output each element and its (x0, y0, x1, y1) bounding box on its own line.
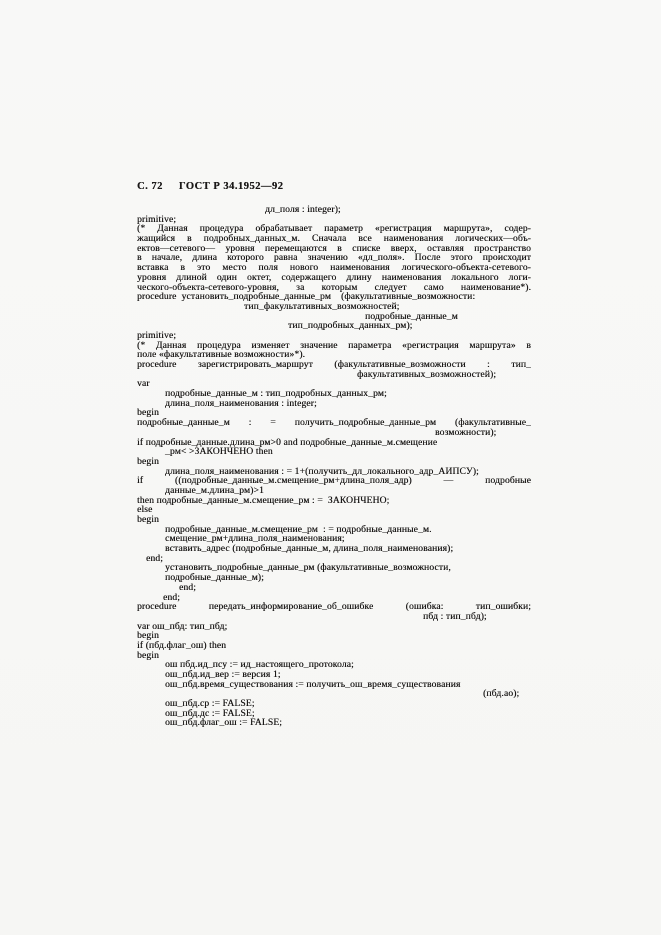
code-line: (* Данная процедура изменяет значение параметра «регистрация маршрута» в (137, 340, 531, 351)
code-line: var ош_пбд: тип_пбд; (137, 620, 228, 632)
code-line: смещение_рм+длина_поля_наименования; (165, 533, 345, 545)
code-line: begin (137, 630, 159, 642)
code-line: ческого-объекта-сетевого-уровня, за которым следует само наименование*). (137, 282, 531, 293)
code-line: поле «факультативные возможности»*). (137, 349, 306, 361)
code-line: ош_пбд.ид_вер := версия 1; (165, 669, 281, 680)
code-line: подробные_данные_м); (165, 572, 264, 584)
code-line: тип_подробных_данных_рм); (288, 320, 413, 332)
code-line: ош_пбд.флаг_ош := FALSE; (165, 717, 283, 729)
code-line: end; (146, 552, 163, 564)
code-line: ош пбд.ид_псу := ид_настоящего_протокола; (165, 659, 354, 671)
code-line: ош_пбд.время_существования := получить_ош_время_существования (165, 678, 461, 690)
code-line: if ((подробные_данные_м.смещение_рм+длина_поля_адр) — подробные (137, 476, 531, 486)
page-header (137, 181, 283, 192)
code-line: procedure установить_подробные_данные_рм (факультативные_возможности: (137, 291, 476, 303)
code-line: if (пбд.флаг_ош) then (137, 639, 227, 651)
code-line: возможности); (435, 426, 497, 438)
code-line: вставка в это место поля нового наименования логического-объекта-сетевого- (137, 263, 531, 273)
code-line: then подробные_данные_м.смещение_рм : = ЗАКОНЧЕНО; (137, 494, 390, 506)
code-line: begin (137, 514, 159, 525)
standard-number: ГОСТ Р 34.1952—92 (178, 181, 284, 192)
code-line: данные_м.длина_рм)>1 (165, 484, 264, 496)
code-line: факультативных_возможностей); (357, 368, 497, 380)
code-block (137, 205, 531, 728)
page-number-label: С. 72 (137, 181, 163, 192)
code-line: procedure передать_информирование_об_ошибке (ошибка: тип_ошибки; (137, 602, 531, 612)
code-line: в начале, длина которого равна значению «дл_поля». После этого происходит (137, 253, 531, 264)
code-line: ош_пбд.ср := FALSE; (165, 698, 255, 710)
code-line: var (137, 378, 150, 390)
code-line: if подробные_данные.длина_рм>0 and подробные_данные_м.смещение (137, 436, 438, 448)
code-line: else (137, 504, 153, 516)
code-line: тип_факультативных_возможностей; (244, 300, 400, 312)
code-line: жащийся в подробных_данных_м. Сначала все наименования логических—объ- (137, 234, 531, 244)
code-line: ош_пбд.дс := FALSE; (165, 707, 255, 719)
code-line: дл_поля : integer); (265, 204, 341, 215)
code-line: begin (137, 649, 159, 661)
code-line: подробные_данные_м : тип_подробных_данных_рм; (165, 388, 387, 400)
code-line: подробные_данные_м.смещение_рм : = подробные_данные_м. (165, 523, 432, 535)
code-line: ектов—сетевого— уровня перемещаются в списке вверх, оставляя пространство (137, 243, 531, 254)
code-line: установить_подробные_данные_рм (факультативные_возможности, (165, 562, 451, 574)
code-line: _рм< >ЗАКОНЧЕНО then (165, 446, 273, 458)
code-line: primitive; (137, 213, 177, 225)
code-line: end; (179, 581, 196, 593)
code-line: подробные_данные_м (365, 310, 458, 322)
code-line: procedure зарегистрировать_маршрут (факультативные_возможности : тип_ (137, 360, 531, 370)
code-line: (* Данная процедура обрабатывает параметр «регистрация маршрута», содер- (137, 224, 531, 235)
code-line: вставить_адрес (подробные_данные_м, длина_поля_наименования); (165, 543, 454, 555)
code-line: begin (137, 455, 159, 467)
code-line: begin (137, 407, 159, 419)
code-line: длина_поля_наименования : integer; (165, 397, 317, 409)
code-line: end; (163, 591, 180, 603)
code-line: подробные_данные_м : = получить_подробные_данные_рм (факультативные_ (137, 418, 531, 428)
code-line: уровня длиной один октет, содержащего длину наименования локального логи- (137, 272, 531, 283)
code-line: пбд : тип_пбд); (423, 610, 487, 622)
code-line: (пбд.ао); (483, 688, 520, 700)
code-line: primitive; (137, 329, 177, 341)
code-line: длина_поля_наименования : = 1+(получить_дл_локального_адр_АИПСУ); (165, 465, 479, 477)
